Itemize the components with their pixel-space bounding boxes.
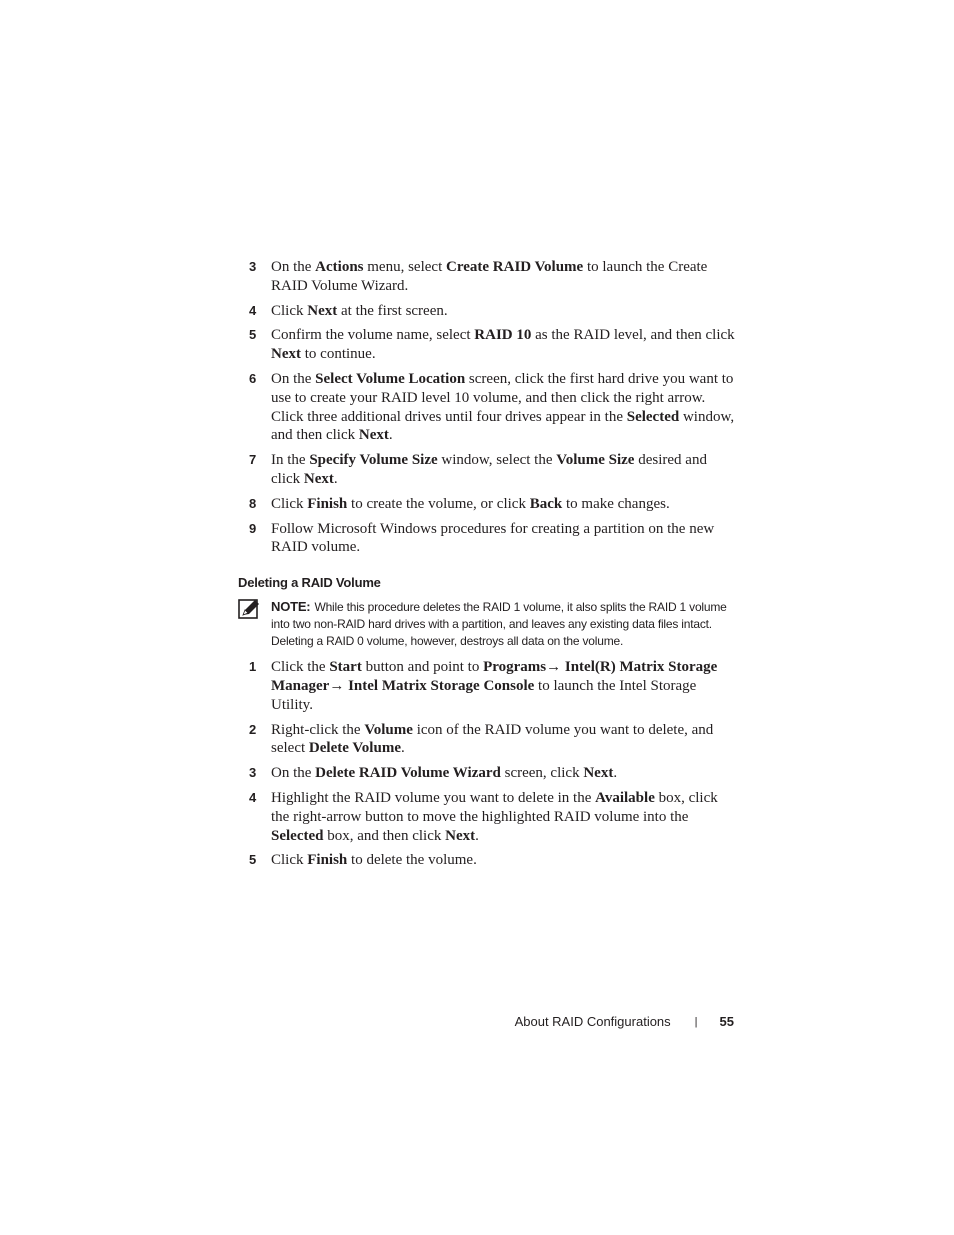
step-number: 2 <box>249 721 257 737</box>
ui-term: Finish <box>307 852 348 869</box>
ui-term: Intel(R) Matrix Storage Manager <box>271 659 718 694</box>
step-number: 5 <box>249 852 257 868</box>
step-number: 4 <box>249 302 257 318</box>
ui-term: Selected <box>271 827 324 844</box>
step-item <box>238 302 738 321</box>
step-text <box>271 851 738 870</box>
ui-term: RAID 10 <box>474 327 532 344</box>
step-number: 3 <box>249 765 257 781</box>
step-text-segment: as the RAID level, and then click <box>531 327 735 344</box>
step-text-segment: In the <box>271 452 310 469</box>
step-text-segment: On the <box>271 765 316 782</box>
step-text <box>271 520 738 558</box>
step-text-segment: to delete the volume. <box>347 852 477 869</box>
step-text-segment: menu, select <box>363 259 446 275</box>
ui-term: Next <box>271 346 301 363</box>
footer-divider: | <box>694 1015 698 1028</box>
note-box <box>238 598 738 650</box>
ui-term: Start <box>329 659 362 676</box>
ui-term: Back <box>529 495 563 512</box>
procedure-steps-delete <box>238 658 738 870</box>
ui-term: Available <box>595 789 655 806</box>
step-text-segment: to make changes. <box>562 495 670 512</box>
step-text <box>271 764 738 783</box>
step-text-segment: . <box>388 427 393 444</box>
step-text-segment: Click <box>271 852 308 869</box>
step-text <box>271 302 738 321</box>
step-text-segment: Click <box>271 495 308 512</box>
step-text-segment: Click <box>271 302 308 319</box>
note-label: NOTE: <box>271 599 311 615</box>
step-text-segment: screen, click <box>500 765 584 782</box>
ui-term: Volume Size <box>556 452 635 469</box>
step-text-segment: Confirm the volume name, select <box>271 327 475 344</box>
step-text <box>271 370 738 445</box>
step-item <box>238 495 738 514</box>
step-item <box>238 658 738 714</box>
step-text-segment: Follow Microsoft Windows procedures for creating a partition on the new RAID volume. <box>271 520 715 556</box>
step-text <box>271 326 738 364</box>
ui-term: Next <box>307 302 338 319</box>
step-item <box>238 326 738 364</box>
step-text-segment: On the <box>271 370 316 387</box>
step-text-segment: . <box>400 740 405 757</box>
ui-term: Delete RAID Volume Wizard <box>315 765 501 782</box>
pencil-note-icon <box>238 598 271 624</box>
section-heading: Deleting a RAID Volume <box>238 575 381 591</box>
footer-section-title: About RAID Configurations <box>514 1014 671 1029</box>
step-text-segment: . <box>333 470 338 487</box>
step-text <box>271 258 738 296</box>
step-text <box>271 721 738 759</box>
step-item <box>238 851 738 870</box>
step-text-segment: . <box>475 827 479 844</box>
step-text-segment: screen, click the first hard drive you want to use to create your RAID level 10 volume, and then click the right arrow. Click three additional drives until four drives appear in the <box>271 370 734 425</box>
step-item <box>238 451 738 489</box>
step-text-segment: Highlight the RAID volume you want to delete in the <box>271 789 596 806</box>
step-text <box>271 451 738 489</box>
ui-term: Intel Matrix Storage Console <box>348 677 535 694</box>
step-item <box>238 258 738 296</box>
ui-term: Next <box>445 827 476 844</box>
step-text-segment: Click the <box>271 659 330 676</box>
step-text-segment: box, click the right-arrow button to move the highlighted RAID volume into the <box>271 789 718 825</box>
step-text-segment: On the <box>271 259 316 275</box>
step-text-segment: window, and then click <box>271 408 735 444</box>
step-text-segment: → <box>329 677 349 694</box>
step-item <box>238 789 738 845</box>
procedure-steps-create <box>238 258 738 557</box>
note-body: While this procedure deletes the RAID 1 volume, it also splits the RAID 1 volume into two non-RAID hard drives with a partition, and leaves any existing data files intact. Deleting a RAID 0 volume, however, destroys all data on the volume. <box>271 600 727 649</box>
step-text-segment: . <box>613 765 618 782</box>
step-text-segment: button and point to <box>361 659 484 676</box>
step-text-segment: → <box>546 659 565 676</box>
step-number: 7 <box>249 452 257 468</box>
ui-term: Programs <box>483 659 547 676</box>
ui-term: Selected <box>626 408 680 425</box>
ui-term: Finish <box>307 495 348 512</box>
step-text-segment: window, select the <box>437 452 557 469</box>
step-text-segment: at the first screen. <box>337 302 448 319</box>
step-text-segment: to launch the Create RAID Volume Wizard. <box>271 259 708 294</box>
ui-term: Specify Volume Size <box>309 452 438 469</box>
step-number: 1 <box>249 659 257 675</box>
step-text <box>271 495 738 514</box>
step-text-segment: Right-click the <box>271 721 365 738</box>
step-text <box>271 658 738 714</box>
step-text-segment: box, and then click <box>323 827 446 844</box>
step-text-segment: to continue. <box>301 346 376 363</box>
page-number: 55 <box>719 1014 734 1029</box>
ui-term: Delete Volume <box>308 740 401 757</box>
step-text <box>271 789 738 845</box>
step-text-segment: to launch the Intel Storage Utility. <box>271 677 697 713</box>
step-item <box>238 520 738 558</box>
note-text <box>271 598 738 650</box>
ui-term: Next <box>303 470 334 487</box>
ui-term: Next <box>583 765 614 782</box>
page-content <box>238 258 738 876</box>
step-number: 8 <box>249 495 257 511</box>
step-item <box>238 721 738 759</box>
ui-term: Create RAID Volume <box>446 259 584 275</box>
step-text-segment: to create the volume, or click <box>347 495 530 512</box>
step-number: 3 <box>249 259 257 274</box>
step-text-segment: desired and click <box>271 452 707 487</box>
ui-term: Volume <box>364 721 413 738</box>
step-number: 6 <box>249 370 257 386</box>
page-footer <box>515 1014 734 1029</box>
step-number: 4 <box>249 789 257 805</box>
step-item <box>238 764 738 783</box>
ui-term: Select Volume Location <box>315 370 466 387</box>
ui-term: Next <box>358 427 389 444</box>
step-number: 9 <box>249 520 257 536</box>
ui-term: Actions <box>315 259 364 275</box>
step-number: 5 <box>249 327 257 343</box>
step-item <box>238 370 738 445</box>
step-text-segment: icon of the RAID volume you want to delete, and select <box>271 721 714 757</box>
